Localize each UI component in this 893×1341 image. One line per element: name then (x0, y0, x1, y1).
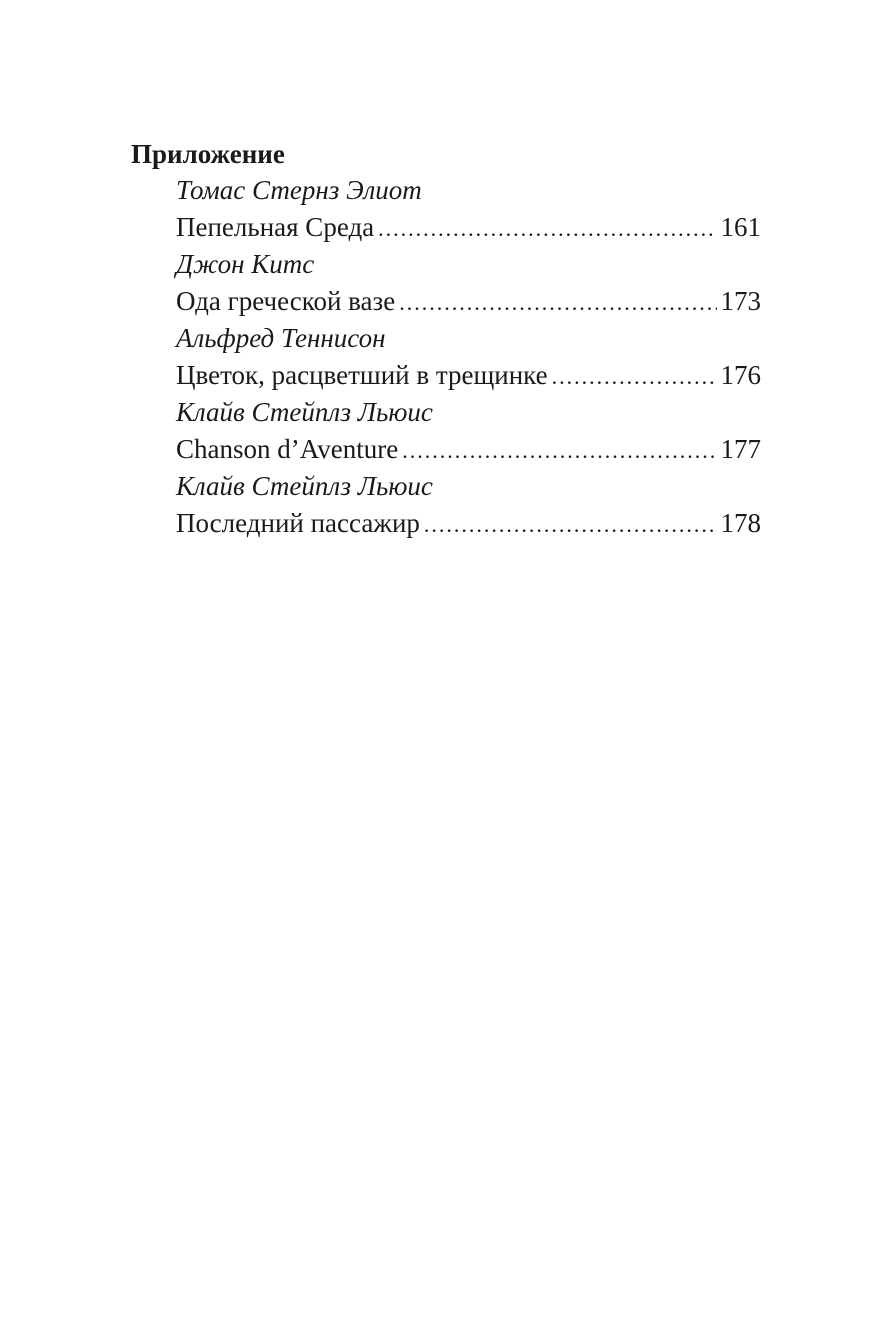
toc-entry[interactable] (176, 209, 761, 246)
toc-entry-title: Пепельная Среда (176, 212, 375, 242)
dot-leader (402, 432, 716, 469)
toc-page-number: 178 (720, 508, 761, 538)
toc-author: Джон Китс (176, 249, 315, 279)
toc-entry[interactable] (176, 283, 761, 320)
dot-leader (378, 210, 716, 247)
toc-author: Клайв Стейплз Льюис (176, 471, 433, 501)
toc-page-number: 161 (720, 212, 761, 242)
toc-entry-title: Ода греческой вазе (176, 286, 396, 316)
toc-entry[interactable] (176, 357, 761, 394)
dot-leader (552, 358, 717, 395)
toc-entry-title: Chanson d’Aventure (176, 434, 399, 464)
toc-page-number: 176 (720, 360, 761, 390)
toc-author: Клайв Стейплз Льюис (176, 397, 433, 427)
toc-entry[interactable] (176, 431, 761, 468)
toc-author: Томас Стернз Элиот (176, 175, 422, 205)
toc-entry[interactable] (176, 505, 761, 542)
toc-entry-title: Последний пассажир (176, 508, 420, 538)
toc-entry-title: Цветок, расцветший в трещинке (176, 360, 548, 390)
toc-page-number: 177 (720, 434, 761, 464)
dot-leader (399, 284, 716, 321)
table-of-contents (176, 172, 761, 542)
section-title: Приложение (131, 139, 285, 169)
dot-leader (424, 506, 717, 543)
toc-author: Альфред Теннисон (176, 323, 386, 353)
toc-page-number: 173 (720, 286, 761, 316)
